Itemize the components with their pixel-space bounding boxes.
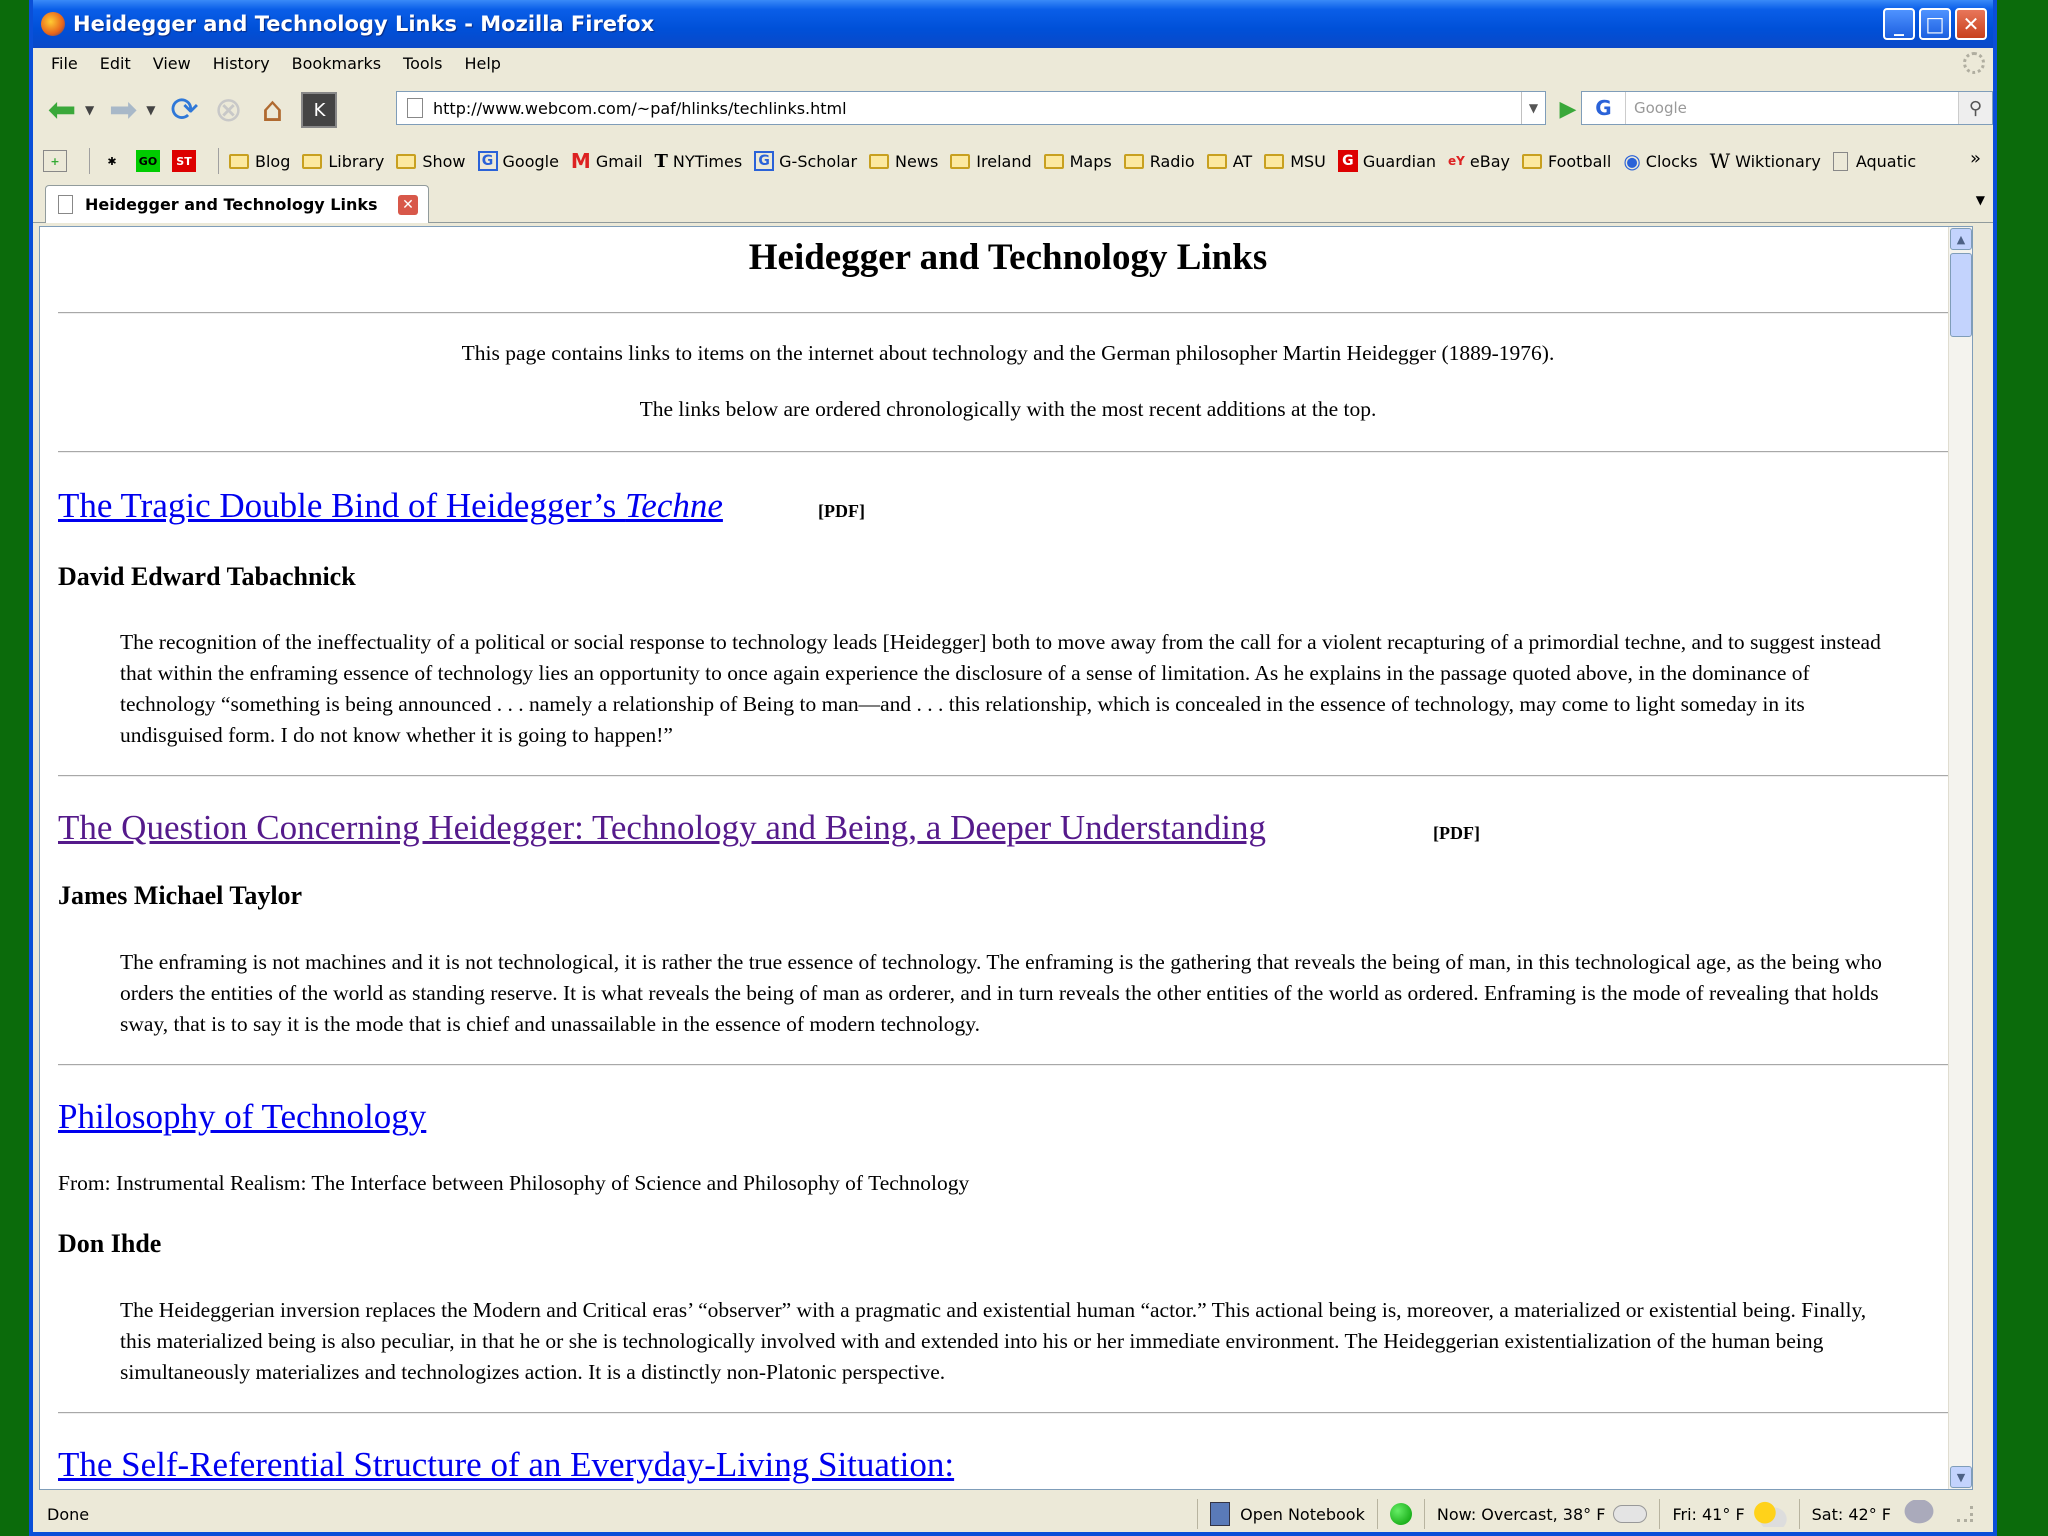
horizontal-rule — [58, 312, 1958, 314]
back-history-dropdown-icon[interactable]: ▼ — [85, 103, 95, 117]
folder-icon — [1207, 154, 1227, 169]
tab-label: Heidegger and Technology Links — [85, 195, 378, 214]
folder-icon — [869, 154, 889, 169]
folder-icon — [396, 154, 416, 169]
bookmark-g-scholar[interactable] — [754, 151, 857, 171]
minimize-button[interactable]: _ — [1883, 8, 1915, 40]
bookmark-msu[interactable] — [1264, 152, 1326, 171]
history-sidebar-button[interactable]: K — [301, 92, 337, 128]
bookmark-aquatic[interactable] — [1833, 152, 1916, 171]
forward-history-dropdown-icon[interactable]: ▼ — [146, 103, 156, 117]
close-window-button[interactable]: ✕ — [1955, 8, 1987, 40]
article-author: James Michael Taylor — [58, 881, 303, 910]
article-author: David Edward Tabachnick — [58, 562, 356, 591]
tab-bar — [33, 183, 1993, 223]
bookmark-label: Show — [422, 151, 466, 171]
scroll-thumb[interactable] — [1950, 253, 1972, 337]
folder-icon — [1264, 154, 1284, 169]
bookmark-label: AT — [1232, 151, 1253, 171]
menu-file[interactable]: File — [51, 53, 78, 73]
cloud-icon — [1613, 1505, 1647, 1523]
horizontal-rule — [58, 451, 1958, 453]
forward-button[interactable]: ➡ — [108, 90, 138, 130]
bookmark-label: Football — [1547, 151, 1612, 171]
bookmark-guardian[interactable] — [1338, 150, 1436, 172]
go-button[interactable]: ▶ — [1559, 96, 1577, 122]
bookmark-label: Gmail — [595, 151, 643, 171]
go-icon[interactable]: GO — [136, 150, 160, 172]
title-bar — [33, 0, 1993, 48]
maximize-button[interactable]: □ — [1919, 8, 1951, 40]
clock-icon: ◉ — [1623, 149, 1641, 173]
folder-icon — [1522, 154, 1542, 169]
menu-edit[interactable]: Edit — [99, 53, 131, 73]
bookmark-label: Google — [502, 151, 559, 171]
bookmark-label: News — [895, 151, 939, 171]
bookmark-label: NYTimes — [672, 151, 743, 171]
throbber-icon — [1963, 52, 1985, 74]
resize-grip-icon[interactable] — [1957, 1506, 1973, 1522]
search-bar[interactable] — [1581, 91, 1993, 125]
menu-tools[interactable]: Tools — [403, 53, 443, 73]
search-icon[interactable]: ⚲ — [1958, 92, 1992, 124]
weather-saturday-label: Sat: 42° F — [1811, 1504, 1891, 1524]
nytimes-icon: T — [654, 150, 668, 172]
article-quote: The Heideggerian inversion replaces the Modern and Critical eras’ “observer” with a pragmatic and existential human “actor.” This actional being is, moreover, a materialized or existential being. Finally, this materialized being is also peculiar, in that he or she is technologically involved with and extended into his or her immediate environment. The Heideggerian existentialization of the human being simultaneously materializes and technologizes action. It is a distinctly non-Platonic perspective. — [120, 1298, 1867, 1384]
bookmark-label: Aquatic — [1855, 151, 1917, 171]
weather-friday-label: Fri: 41° F — [1672, 1504, 1745, 1524]
weather-now-label: Now: Overcast, 38° F — [1436, 1504, 1606, 1524]
back-button[interactable]: ⬅ — [47, 90, 77, 130]
bookmark-label: Maps — [1069, 151, 1112, 171]
bookmark-label: Guardian — [1362, 151, 1437, 171]
open-notebook-button[interactable] — [1197, 1499, 1377, 1529]
page-content — [39, 226, 1973, 1490]
pdf-label: [PDF] — [1433, 823, 1480, 843]
menu-history[interactable]: History — [212, 53, 270, 73]
url-dropdown-icon[interactable]: ▼ — [1521, 92, 1545, 124]
status-indicator[interactable] — [1377, 1499, 1424, 1529]
bookmark-radio[interactable] — [1124, 152, 1195, 171]
article-title-text: The Tragic Double Bind of Heidegger’s — [58, 486, 626, 525]
bookmark-football[interactable] — [1522, 152, 1611, 171]
bookmark-at[interactable] — [1207, 152, 1252, 171]
article-title-link[interactable]: The Self-Referential Structure of an Everyday-Living Situation: — [58, 1445, 955, 1484]
bookmark-gmail[interactable] — [571, 149, 643, 173]
article-title-link[interactable] — [58, 486, 723, 526]
page-title: Heidegger and Technology Links — [748, 237, 1268, 278]
horizontal-rule — [58, 1412, 1958, 1414]
google-icon: G — [754, 151, 774, 171]
bookmark-google[interactable] — [478, 151, 559, 171]
ebay-icon: eY — [1448, 154, 1465, 168]
delicious-icon[interactable]: ✱ — [107, 154, 117, 168]
stop-sign-icon[interactable]: ST — [172, 150, 196, 172]
bookmark-label: MSU — [1290, 151, 1326, 171]
bookmark-news[interactable] — [869, 152, 938, 171]
article-quote: The recognition of the ineffectuality of a political or social response to technology leads [Heidegger] both to move away from the call for a violent recapturing of a primordial techne, and to suggest instead that within the enframing essence of technology lies an opportunity to once again experience the disclosure of a sense of limitation. As he explains in the passage quoted above, in the dominance of technology “something is being announced . . . namely a relationship of Being to man—and . . . this relationship, which is concealed in the essence of technology, may come to light someday in its undisguised form. I do not know whether it is going to happen!” — [120, 630, 1881, 747]
folder-icon — [1044, 154, 1064, 169]
bookmark-blog[interactable] — [229, 152, 290, 171]
page-icon — [1833, 152, 1848, 171]
intro-text: This page contains links to items on the internet about technology and the German philosopher Martin Heidegger (1889-1976). — [461, 341, 1555, 365]
stop-button[interactable]: ⊗ — [214, 90, 243, 130]
green-status-icon — [1390, 1503, 1412, 1525]
reload-button[interactable]: ⟳ — [170, 90, 199, 130]
status-text: Done — [47, 1504, 90, 1524]
page-icon — [407, 98, 423, 118]
article-title-link[interactable]: Philosophy of Technology — [58, 1097, 427, 1136]
window-title: Heidegger and Technology Links - Mozilla Firefox — [73, 12, 655, 36]
bookmark-label: Library — [328, 151, 385, 171]
vertical-scrollbar[interactable] — [1948, 227, 1972, 1489]
bookmark-label: Clocks — [1645, 151, 1698, 171]
status-bar-extensions — [1197, 1496, 1973, 1532]
article-title-emphasis: Techne — [625, 486, 723, 525]
bookmarks-toolbar — [33, 143, 1993, 179]
article-author: Don Ihde — [58, 1229, 162, 1258]
bookmark-library[interactable] — [302, 152, 384, 171]
status-bar — [33, 1496, 1993, 1532]
tab-list-dropdown-icon[interactable]: ▼ — [1975, 193, 1985, 207]
firefox-logo-icon — [41, 12, 65, 36]
folder-icon — [950, 154, 970, 169]
pdf-label: [PDF] — [818, 501, 865, 521]
menu-bar — [33, 48, 1993, 78]
horizontal-rule — [58, 775, 1958, 777]
guardian-icon: G — [1338, 150, 1358, 172]
add-bookmark-icon[interactable]: + — [43, 150, 67, 172]
bookmark-ireland[interactable] — [950, 152, 1031, 171]
weather-now[interactable] — [1424, 1499, 1660, 1529]
navigation-toolbar — [33, 80, 1993, 140]
gmail-icon: M — [570, 149, 591, 173]
partly-sunny-icon — [1753, 1501, 1787, 1527]
bookmark-label: G-Scholar — [779, 151, 858, 171]
bookmark-clocks[interactable] — [1623, 149, 1697, 173]
horizontal-rule — [58, 1064, 1958, 1066]
rain-cloud-icon — [1899, 1500, 1939, 1528]
toolbar-separator — [218, 148, 219, 174]
scroll-down-icon[interactable]: ▼ — [1950, 1466, 1972, 1488]
window-controls — [1883, 8, 1987, 40]
close-tab-icon[interactable]: ✕ — [398, 195, 418, 215]
article-title-link[interactable]: The Question Concerning Heidegger: Technology and Being, a Deeper Understanding — [58, 808, 1266, 847]
bookmark-label: Radio — [1149, 151, 1195, 171]
bookmark-maps[interactable] — [1044, 152, 1112, 171]
folder-icon — [1124, 154, 1144, 169]
wikipedia-icon: W — [1709, 149, 1731, 173]
notebook-icon — [1210, 1502, 1230, 1526]
bookmarks-overflow-button[interactable]: » — [1969, 148, 1981, 169]
bookmark-show[interactable] — [396, 152, 465, 171]
google-icon: G — [478, 151, 498, 171]
toolbar-separator — [89, 148, 90, 174]
bookmark-label: Wiktionary — [1735, 151, 1821, 171]
menu-help[interactable]: Help — [464, 53, 501, 73]
folder-icon — [302, 154, 322, 169]
page-icon — [58, 195, 73, 214]
menu-bookmarks[interactable]: Bookmarks — [291, 53, 382, 73]
bookmark-label: Ireland — [976, 151, 1032, 171]
weather-friday[interactable] — [1659, 1499, 1798, 1529]
article-quote: The enframing is not machines and it is not technological, it is rather the true essence of technology. The enframing is the gathering that reveals the being of man, in this technological age, as the being who orders the entities of the world as standing reserve. It is what reveals the being of man as orderer, and in turn reveals the other entities of the world as ordered. Enframing is the mode of revealing that holds sway, that is to say it is the mode that is chief and unassailable in the essence of modern technology. — [120, 950, 1882, 1036]
bookmark-label: Blog — [255, 151, 291, 171]
search-engine-icon[interactable]: G — [1582, 92, 1626, 124]
intro-ordering-text: The links below are ordered chronologically with the most recent additions at the top. — [639, 397, 1377, 421]
browser-window — [29, 0, 1997, 1536]
tab-heidegger[interactable] — [45, 185, 429, 223]
bookmark-wiktionary[interactable] — [1710, 149, 1821, 173]
scroll-up-icon[interactable]: ▲ — [1950, 228, 1972, 250]
url-text[interactable]: http://www.webcom.com/~paf/hlinks/techlinks.html — [433, 98, 847, 118]
folder-icon — [229, 154, 249, 169]
url-bar[interactable] — [396, 91, 1546, 125]
article-source: From: Instrumental Realism: The Interface between Philosophy of Science and Philosophy of Technology — [58, 1171, 970, 1195]
open-notebook-label: Open Notebook — [1240, 1504, 1365, 1524]
search-input[interactable]: Google — [1634, 99, 1687, 117]
weather-saturday[interactable] — [1799, 1499, 1951, 1529]
bookmark-label: eBay — [1469, 151, 1510, 171]
home-button[interactable]: ⌂ — [261, 90, 284, 130]
menu-view[interactable]: View — [152, 53, 191, 73]
bookmark-nytimes[interactable] — [655, 151, 743, 172]
bookmark-ebay[interactable] — [1448, 152, 1510, 171]
